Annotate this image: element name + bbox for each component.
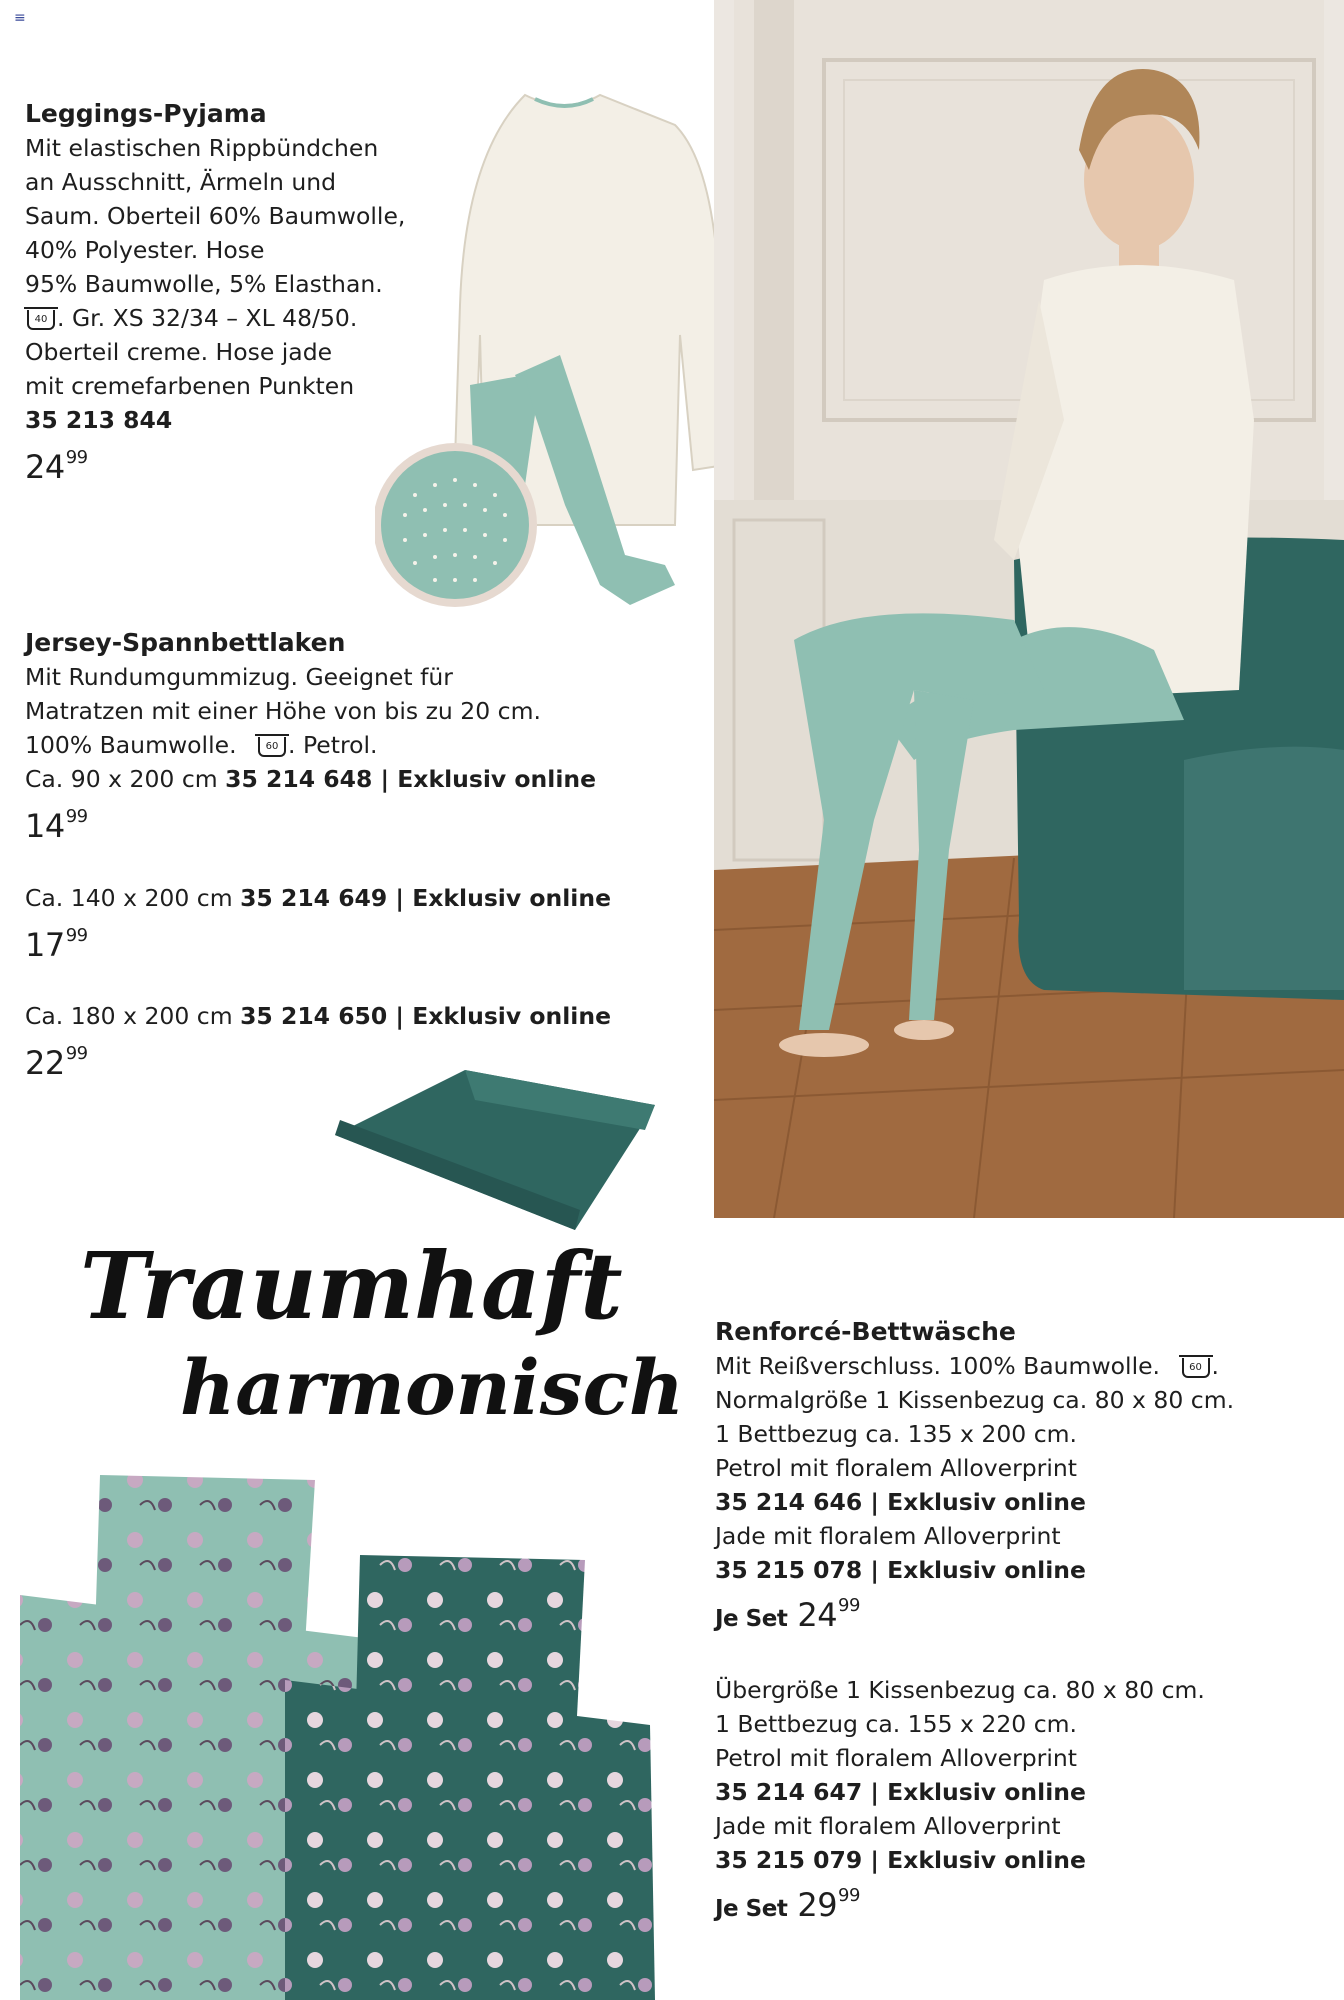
sheet-price-1: $14^{99}$ xyxy=(25,806,88,845)
wash-symbol-icon: 40 xyxy=(27,310,55,330)
pyjama-line: Oberteil creme. Hose jade xyxy=(25,338,333,366)
bedding-set1-article1: 35 214 646 | Exklusiv online xyxy=(715,1488,1086,1516)
pyjama-line: 40% Polyester. Hose xyxy=(25,236,265,264)
sheet-title: Jersey-Spannbettlaken xyxy=(25,628,346,657)
sheet-line: Mit Rundumgummizug. Geeignet für xyxy=(25,663,453,691)
sheet-variant-2: Ca. 140 x 200 cm 35 214 649 | Exklusiv online xyxy=(25,884,612,912)
sheet-description xyxy=(25,660,675,796)
pyjama-size: . Gr. XS 32/34 – XL 48/50. xyxy=(57,304,358,332)
bedding-set1-line: Normalgröße 1 Kissenbezug ca. 80 x 80 cm. xyxy=(715,1386,1235,1414)
bedding-product-image xyxy=(0,1465,665,2000)
pyjama-line: 95% Baumwolle, 5% Elasthan. xyxy=(25,270,383,298)
pyjama-line: Mit elastischen Rippbündchen xyxy=(25,134,379,162)
pyjama-article: 35 213 844 xyxy=(25,406,173,434)
bedding-set2-line: Übergröße 1 Kissenbezug ca. 80 x 80 cm. xyxy=(715,1676,1205,1704)
bedding-set2-article2: 35 215 079 | Exklusiv online xyxy=(715,1846,1086,1874)
bedding-set2-block xyxy=(715,1673,1335,1924)
bedding-set1-article2: 35 215 078 | Exklusiv online xyxy=(715,1556,1086,1584)
pyjama-price: $24^{99}$ xyxy=(25,447,88,486)
fitted-sheet-image xyxy=(325,1060,665,1240)
bedding-set1-color1: Petrol mit floralem Alloverprint xyxy=(715,1454,1077,1482)
bedding-set2-price: Je Set $29^{99}$ xyxy=(715,1885,860,1924)
menu-icon[interactable]: ≡ xyxy=(14,10,26,26)
bedding-set2-color1: Petrol mit floralem Alloverprint xyxy=(715,1744,1077,1772)
bedding-set2-color2: Jade mit floralem Alloverprint xyxy=(715,1812,1061,1840)
sheet-line: Matratzen mit einer Höhe von bis zu 20 cm. xyxy=(25,697,541,725)
headline-line2: harmonisch xyxy=(180,1343,685,1432)
pyjama-line: an Ausschnitt, Ärmeln und xyxy=(25,168,337,196)
headline-line1: Traumhaft xyxy=(80,1232,623,1340)
pyjama-description xyxy=(25,131,425,437)
pyjama-line: mit cremefarbenen Punkten xyxy=(25,372,355,400)
bedding-set1-line: 1 Bettbezug ca. 135 x 200 cm. xyxy=(715,1420,1077,1448)
pyjama-block xyxy=(25,97,425,486)
bedding-set2-article1: 35 214 647 | Exklusiv online xyxy=(715,1778,1086,1806)
wash-symbol-icon: 60 xyxy=(1182,1358,1210,1378)
pyjama-line: Saum. Oberteil 60% Baumwolle, xyxy=(25,202,406,230)
sheet-price-3: $22^{99}$ xyxy=(25,1043,88,1082)
bedding-block xyxy=(715,1315,1335,1634)
sheet-price-2: $17^{99}$ xyxy=(25,925,88,964)
sheet-variant-2-block xyxy=(25,881,675,964)
bedding-title: Renforcé-Bettwäsche xyxy=(715,1317,1016,1346)
sheet-variant-3: Ca. 180 x 200 cm 35 214 650 | Exklusiv online xyxy=(25,1002,612,1030)
pyjama-title: Leggings-Pyjama xyxy=(25,99,267,128)
model-photo xyxy=(714,0,1344,1218)
sheet-material: 100% Baumwolle. xyxy=(25,731,237,759)
bedding-set1-color2: Jade mit floralem Alloverprint xyxy=(715,1522,1061,1550)
bedding-intro: Mit Reißverschluss. 100% Baumwolle. xyxy=(715,1352,1161,1380)
sheet-block xyxy=(25,626,675,845)
bedding-set1-price: Je Set $24^{99}$ xyxy=(715,1595,860,1634)
bedding-description: Mit Reißverschluss. 100% Baumwolle. 60 . Normalgröße 1 Kissenbezug ca. 80 x 80 cm. 1 Bettbezug ca. 135 x 200 cm. Petrol mit floralem Alloverprint 35 214 646 | Exklusiv online Jade mit floralem Alloverprint 35 215 078 | Exklusiv online xyxy=(715,1349,1335,1587)
wash-symbol-icon: 60 xyxy=(258,737,286,757)
sheet-color: . Petrol. xyxy=(288,731,378,759)
pyjama-product-image xyxy=(375,85,735,685)
bedding-set2-line: 1 Bettbezug ca. 155 x 220 cm. xyxy=(715,1710,1077,1738)
sheet-variant-1: Ca. 90 x 200 cm 35 214 648 | Exklusiv online xyxy=(25,765,597,793)
